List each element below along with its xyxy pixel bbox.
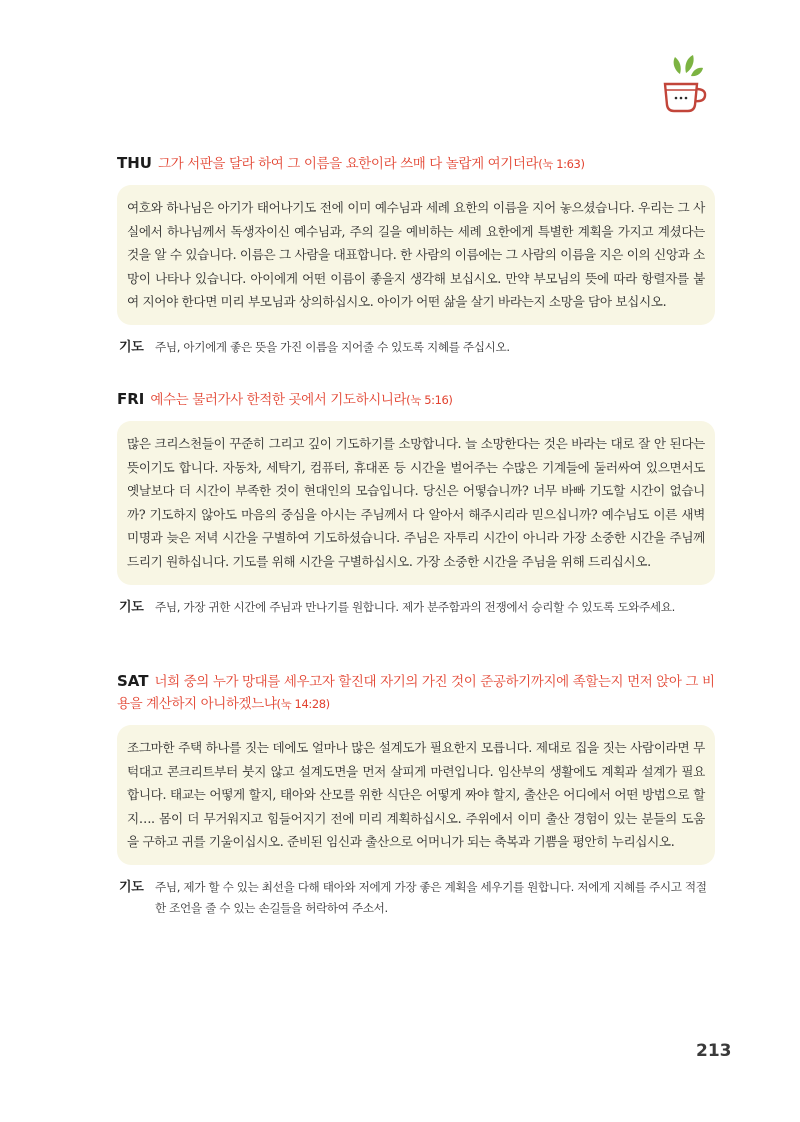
devotion-fri [117, 388, 715, 618]
devotion-body: 여호와 하나님은 아기가 태어나기도 전에 이미 예수님과 세례 요한의 이름을 지어 놓으셨습니다. 우리는 그 사실에서 하나님께서 독생자이신 예수님과, 주의 길을 예비하는 세례 요한에게 특별한 계획을 가지고 계셨다는 것을 알 수 있습니다. 이름은 그 사람을 대표합니다. 한 사람의 이름에는 그 사람의 이름을 지은 이의 신앙과 소망이 나타나 있습니다. 아이에게 어떤 이름이 좋을지 생각해 보십시오. 만약 부모님의 뜻에 따라 항렬자를 붙여 지어야 한다면 미리 부모님과 상의하십시오. 아이가 어떤 삶을 살기 바라는지 소망을 담아 보십시오. [117, 185, 715, 325]
verse-reference: (눅 1:63) [538, 157, 585, 171]
prayer-text: 주님, 아기에게 좋은 뜻을 가진 이름을 지어줄 수 있도록 지혜를 주십시오. [155, 339, 510, 354]
devotion-sat [117, 670, 715, 919]
verse-text: 그가 서판을 달라 하여 그 이름을 요한이라 쓰매 다 놀랍게 여기더라 [157, 156, 539, 172]
day-label: FRI [117, 390, 145, 408]
verse-reference: (눅 5:16) [406, 393, 453, 407]
verse-text: 너희 중의 누가 망대를 세우고자 할진대 자기의 가진 것이 준공하기까지에 족할는지 먼저 앉아 그 비용을 계산하지 아니하겠느냐 [117, 674, 715, 712]
prayer-text: 주님, 가장 귀한 시간에 주님과 만나기를 원합니다. 제가 분주함과의 전쟁에서 승리할 수 있도록 도와주세요. [155, 599, 675, 614]
prayer-text: 주님, 제가 할 수 있는 최선을 다해 태아와 저에게 가장 좋은 계획을 세우기를 원합니다. 저에게 지혜를 주시고 적절한 조언을 줄 수 있는 손길들을 허락하여 주소서. [155, 879, 707, 915]
devotion-thu [117, 152, 715, 358]
coffee-cup-icon [660, 52, 710, 114]
prayer-label: 기도 [119, 599, 144, 615]
verse-reference: (눅 14:28) [276, 697, 330, 711]
verse-text: 예수는 물러가사 한적한 곳에서 기도하시니라 [150, 392, 407, 408]
verse-heading [117, 670, 715, 715]
devotion-body: 조그마한 주택 하나를 짓는 데에도 얼마나 많은 설계도가 필요한지 모릅니다. 제대로 집을 짓는 사람이라면 무턱대고 콘크리트부터 붓지 않고 설계도면을 먼저 살피게 마련입니다. 임산부의 생활에도 계획과 설계가 필요합니다. 태교는 어떻게 할지, 태아와 산모를 위한 식단은 어떻게 짜야 할지, 출산은 어디에서 어떤 방법으로 할지…. 몸이 더 무거워지고 힘들어지기 전에 미리 계획하십시오. 주위에서 이미 출산 경험이 있는 분들의 도움을 구하고 귀를 기울이십시오. 준비된 임신과 출산으로 어머니가 되는 축복과 기쁨을 평안히 누리십시오. [117, 725, 715, 865]
prayer [117, 877, 715, 919]
day-label: THU [117, 154, 152, 172]
verse-heading [117, 388, 715, 411]
prayer-label: 기도 [119, 879, 144, 895]
page-number: 213 [696, 1041, 732, 1061]
prayer-label: 기도 [119, 339, 144, 355]
day-label: SAT [117, 672, 149, 690]
prayer [117, 337, 715, 358]
prayer [117, 597, 715, 618]
devotion-body: 많은 크리스천들이 꾸준히 그리고 깊이 기도하기를 소망합니다. 늘 소망한다는 것은 바라는 대로 잘 안 된다는 뜻이기도 합니다. 자동차, 세탁기, 컴퓨터, 휴대폰 등 시간을 벌어주는 수많은 기계들에 둘러싸여 있으면서도 옛날보다 더 시간이 부족한 것이 현대인의 모습입니다. 당신은 어떻습니까? 너무 바빠 기도할 시간이 없습니까? 기도하지 않아도 마음의 중심을 아시는 주님께서 다 알아서 해주시리라 믿으십니까? 예수님도 이른 새벽 미명과 늦은 저녁 시간을 구별하여 기도하셨습니다. 주님은 자투리 시간이 아니라 가장 소중한 시간을 주님께 드리기 원하십니다. 기도를 위해 시간을 구별하십시오. 가장 소중한 시간을 주님을 위해 드리십시오. [117, 421, 715, 585]
verse-heading [117, 152, 715, 175]
